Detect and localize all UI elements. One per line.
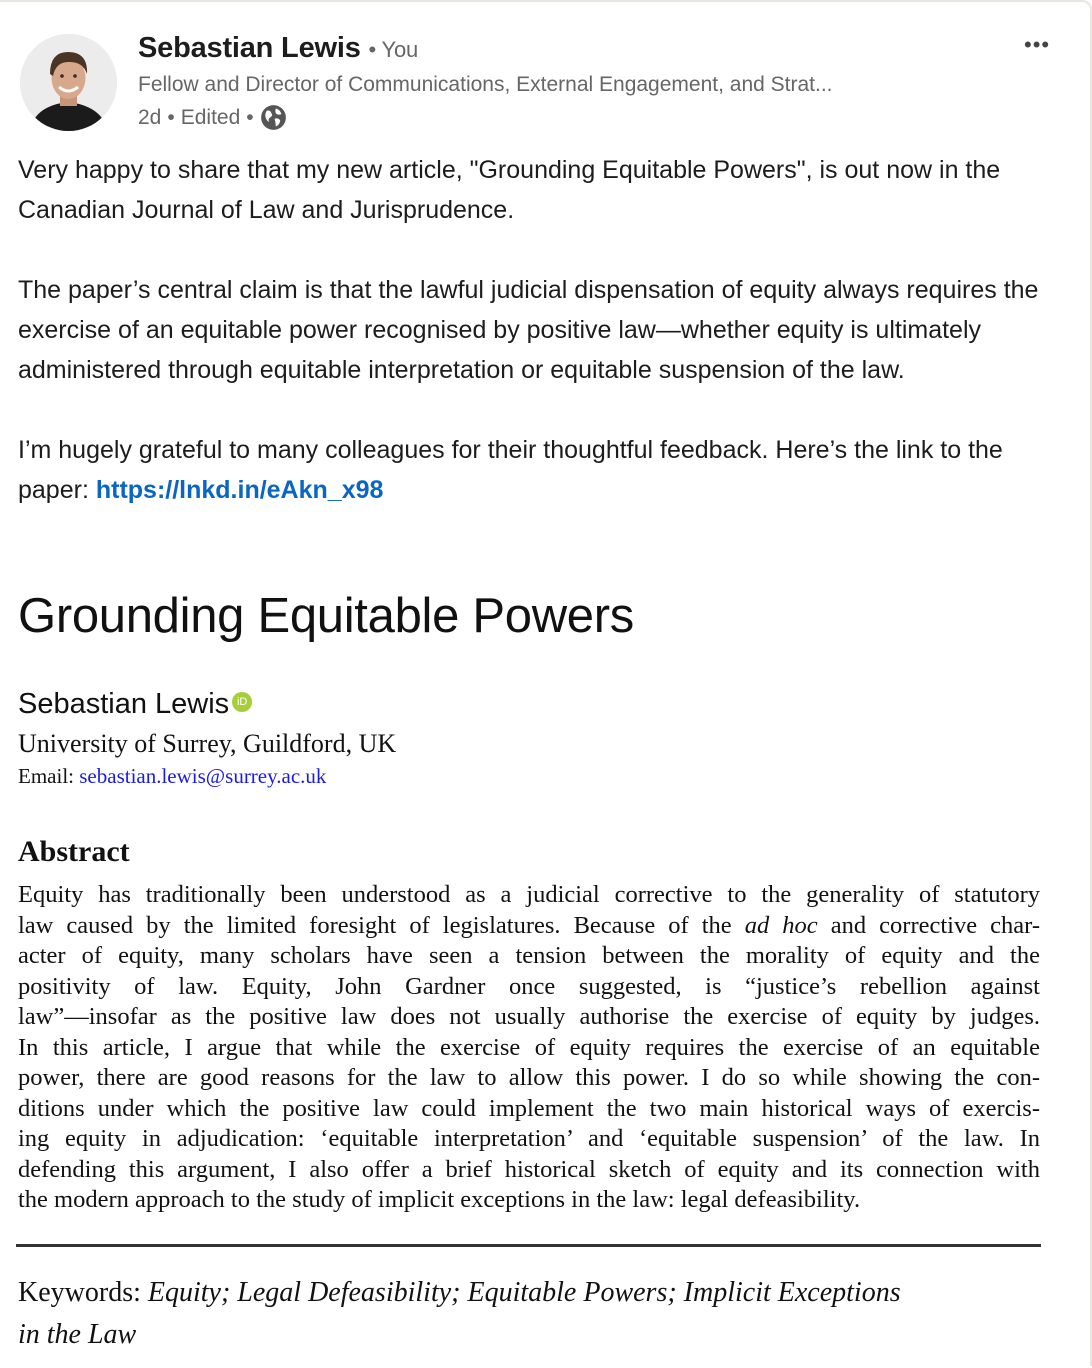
abstract-line: power, there are good reasons for the law to allow this power. I do so while showing the con- [18,1064,1040,1091]
post-body [18,150,1078,510]
meta-separator: • [246,105,254,129]
post-time: 2d [138,105,162,129]
paper-title: Grounding Equitable Powers [18,589,634,643]
meta-separator: • [167,105,175,129]
paper-email [18,764,326,789]
abstract-line: Equity has traditionally been understood as a judicial corrective to the generality of statutory [18,881,1040,908]
paper-link[interactable]: https://lnkd.in/eAkn_x98 [95,476,384,504]
author-name-text[interactable]: Sebastian Lewis [138,32,361,64]
abstract-body [18,880,1040,1216]
post-paragraph-text: I’m hugely grateful to many colleagues for their thoughtful feedback. Here’s the link to the paper: [18,436,1003,504]
paper-keywords [18,1272,918,1356]
abstract-line: the modern approach to the study of implicit exceptions in the law: legal defeasibility. [18,1186,861,1213]
email-address: sebastian.lewis@surrey.ac.uk [79,764,327,788]
post-paragraph [18,430,1078,510]
abstract-italic: ad hoc [744,911,818,939]
post-meta [138,104,287,131]
author-name[interactable] [138,32,418,65]
abstract-line: ing equity in adjudication: ‘equitable interpretation’ and ‘equitable suspension’ of the law. In [18,1125,1040,1152]
divider [16,1244,1041,1247]
abstract-line: acter of equity, many scholars have seen a tension between the morality of equity and the [18,942,1040,969]
more-options-button[interactable]: ••• [1024,32,1051,57]
globe-icon [260,104,287,131]
abstract-line: In this article, I argue that while the exercise of equity requires the exercise of an equitable [18,1033,1040,1061]
abstract-line [18,911,1040,942]
connection-degree: • You [368,37,419,62]
abstract-line: defending this argument, I also offer a brief historical sketch of equity and its connection with [18,1155,1040,1183]
keywords-label: Keywords: [18,1277,148,1308]
paper-affiliation: University of Surrey, Guildford, UK [18,729,397,758]
abstract-text: and corrective char- [817,911,1040,939]
paper-author [18,688,252,721]
profile-photo [20,34,117,131]
abstract-line: ditions under which the positive law could implement the two main historical ways of exercis- [18,1094,1040,1122]
edited-label: Edited [180,105,241,129]
post-paragraph: The paper’s central claim is that the lawful judicial dispensation of equity always requires the exercise of an equitable power recognised by positive law—whether equity is ultimately administered through equitable interpretation or equitable suspension of the law. [18,276,1039,384]
avatar[interactable] [20,34,117,131]
abstract-line: positivity of law. Equity, John Gardner once suggested, is “justice’s rebellion against [18,972,1040,1000]
abstract-line: law”—insofar as the positive law does not usually authorise the exercise of equity by judges. [18,1003,1040,1030]
keywords-list: Equity; Legal Defeasibility; Equitable Powers; Implicit Exceptions in the Law [18,1277,901,1350]
abstract-text: law caused by the limited foresight of legislatures. Because of the [18,911,745,939]
abstract-heading: Abstract [18,835,130,868]
orcid-icon: iD [232,692,252,712]
author-headline: Fellow and Director of Communications, External Engagement, and Strat... [138,73,833,96]
post-paragraph: Very happy to share that my new article, "Grounding Equitable Powers", is out now in the Canadian Journal of Law and Jurisprudence. [18,156,1001,224]
paper-preview-image[interactable] [0,582,1092,1368]
email-label: Email: [18,764,80,788]
paper-author-name: Sebastian Lewis [18,688,230,720]
